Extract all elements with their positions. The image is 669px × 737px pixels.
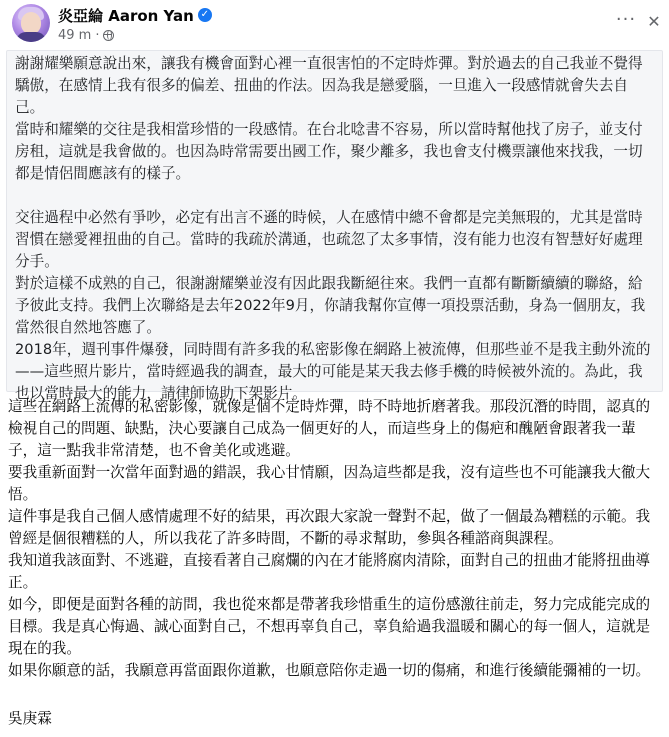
verified-badge-icon: ✓: [198, 8, 212, 22]
body-paragraph: 我知道我該面對、不逃避，直接看著自己腐爛的內在才能將腐肉清除，面對自己的扭曲才能將扭曲導正。: [8, 552, 651, 591]
quoted-paragraph: 謝謝耀樂願意說出來，讓我有機會面對心裡一直很害怕的不定時炸彈。對於過去的自己我並不覺得驕傲，在感情上我有很多的偏差、扭曲的作法。因為我是戀愛腦，一旦進入一段感情就會失去自己。: [15, 55, 643, 116]
quoted-paragraph: 當時和耀樂的交往是我相當珍惜的一段感情。在台北唸書不容易，所以當時幫他找了房子，並支付房租，這就是我會做的。也因為時常需要出國工作，聚少離多，我也會支付機票讓他來找我，一切都是情侶間應該有的樣子。: [15, 121, 643, 182]
body-paragraph: 這件事是我自己個人感情處理不好的結果，再次跟大家說一聲對不起，做了一個最為糟糕的示範。我曾經是個很糟糕的人，所以我花了許多時間，不斷的尋求幫助，參與各種諮商與課程。: [8, 508, 651, 547]
quoted-paragraph: 交往過程中必然有爭吵，必定有出言不遜的時候，人在感情中總不會都是完美無瑕的，尤其是當時習慣在戀愛裡扭曲的自己。當時的我疏於溝通，也疏忽了太多事情，沒有能力也沒有智慧好好處理分手。: [15, 209, 643, 270]
author-line: [58, 5, 212, 25]
close-button[interactable]: ✕: [647, 12, 661, 31]
avatar[interactable]: [12, 4, 50, 42]
body-paragraph: 要我重新面對一次當年面對過的錯誤，我心甘情願，因為這些都是我，沒有這些也不可能讓我大徹大悟。: [8, 464, 651, 503]
quoted-text-box: [6, 50, 663, 402]
post-meta: [58, 27, 114, 43]
author-name[interactable]: 炎亞綸 Aaron Yan: [58, 6, 194, 25]
post-timestamp[interactable]: 49 m: [58, 27, 92, 43]
more-options-button[interactable]: ···: [615, 9, 637, 30]
meta-separator: ·: [95, 27, 100, 43]
quoted-paragraph: 2018年，週刊事件爆發，同時間有許多我的私密影像在網路上被流傳，但那些並不是我主動外流的——這些照片影片，當時經過我的調查，最大的可能是某天我去修手機的時候被外流的。為此，我也以當時最大的能力，請律師協助下架影片。: [15, 341, 651, 402]
body-paragraph: 如果你願意的話，我願意再當面跟你道歉，也願意陪你走過一切的傷痛，和進行後續能彌補的一切。: [8, 662, 651, 679]
body-paragraph: 如今，即便是面對各種的訪問，我也從來都是帶著我珍惜重生的這份感激往前走，努力完成能完成的目標。我是真心悔過、誠心面對自己，不想再辜負自己，辜負給過我溫暖和關心的每一個人，這就是現在的我。: [8, 596, 651, 657]
globe-icon[interactable]: [103, 30, 114, 41]
quoted-paragraph: 對於這樣不成熟的自己，很謝謝耀樂並沒有因此跟我斷絕往來。我們一直都有斷斷續續的聯絡，給予彼此支持。我們上次聯絡是去年2022年9月，你請我幫你宣傳一項投票活動，身為一個朋友，我當然很自然地答應了。: [15, 275, 646, 336]
avatar-face: [21, 12, 41, 34]
post-signature: 吳庚霖: [8, 710, 52, 727]
post-header: [0, 0, 669, 46]
avatar-shirt: [16, 32, 46, 42]
body-paragraph: 這些在網路上流傳的私密影像，就像是個不定時炸彈，時不時地折磨著我。那段沉潛的時間，認真的檢視自己的問題、缺點，決心要讓自己成為一個更好的人，而這些身上的傷疤和醜陋會跟著我一輩子，這一點我非常清楚，也不會美化或逃避。: [8, 398, 651, 459]
